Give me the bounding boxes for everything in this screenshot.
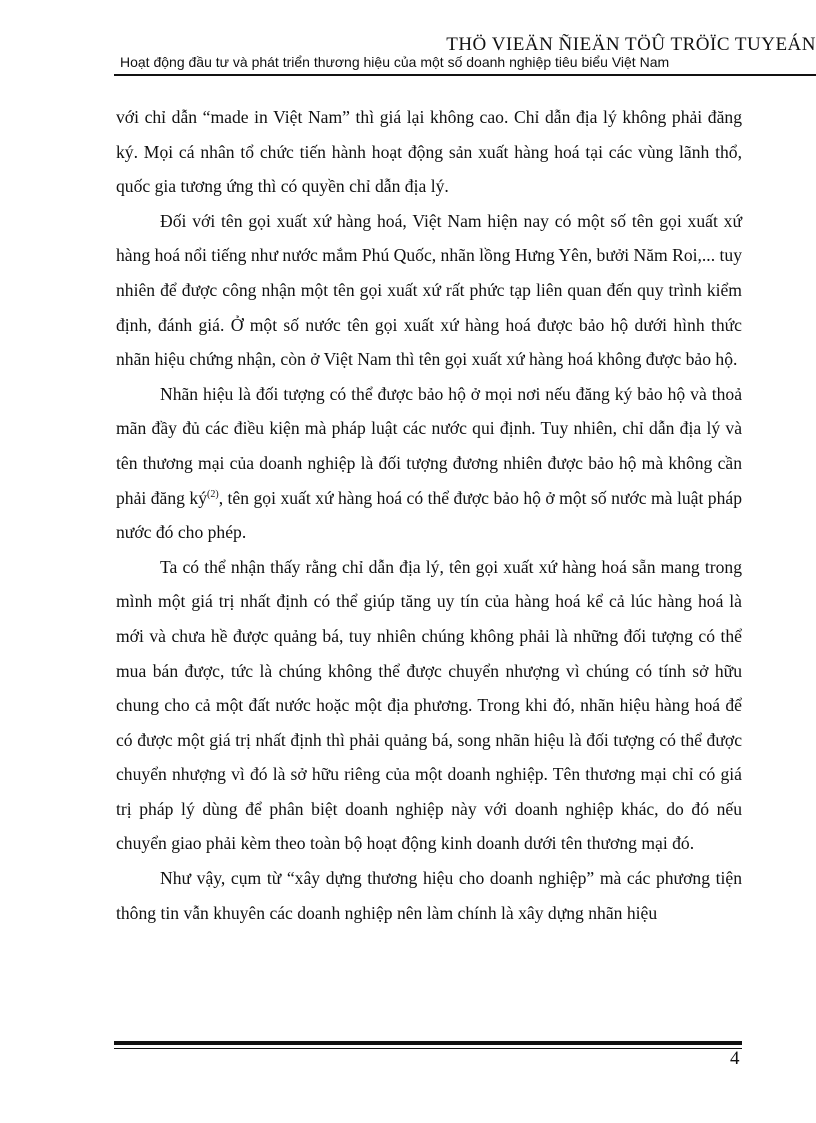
- footer-rule-thin: [114, 1048, 742, 1049]
- footnote-reference: (2): [207, 488, 219, 500]
- paragraph-4: Ta có thể nhận thấy rằng chỉ dẫn địa lý, tên gọi xuất xứ hàng hoá sẵn mang trong mình một giá trị nhất định có thể giúp tăng uy tín của hàng hoá kể cả lúc hàng hoá là mới và chưa hề được quảng bá, tuy nhiên chúng không phải là những đối tượng có thể mua bán được, tức là chúng không thể được chuyển nhượng vì chúng có tính sở hữu chung cho cả một đất nước hoặc một địa phương. Trong khi đó, nhãn hiệu hàng hoá để có được một giá trị nhất định thì phải quảng bá, song nhãn hiệu là đối tượng có thể được chuyển nhượng vì đó là sở hữu riêng của một doanh nghiệp. Tên thương mại chỉ có giá trị pháp lý dùng để phân biệt doanh nghiệp này với doanh nghiệp khác, do đó nếu chuyển giao phải kèm theo toàn bộ hoạt động kinh doanh dưới tên thương mại đó.: [116, 556, 742, 854]
- paragraph-3: [116, 377, 742, 550]
- paragraph-2: Đối với tên gọi xuất xứ hàng hoá, Việt Nam hiện nay có một số tên gọi xuất xứ hàng hoá nổi tiếng như nước mắm Phú Quốc, nhãn lồng Hưng Yên, bưởi Năm Roi,... tuy nhiên để được công nhận một tên gọi xuất xứ rất phức tạp liên quan đến quy trình kiểm định, đánh giá. Ở một số nước tên gọi xuất xứ hàng hoá được bảo hộ dưới hình thức nhãn hiệu chứng nhận, còn ở Việt Nam thì tên gọi xuất xứ hàng hoá không được bảo hộ.: [116, 210, 742, 370]
- paragraph-1: với chỉ dẫn “made in Việt Nam” thì giá lại không cao. Chỉ dẫn địa lý không phải đăng ký. Mọi cá nhân tổ chức tiến hành hoạt động sản xuất hàng hoá tại các vùng lãnh thổ, quốc gia tương ứng thì có quyền chỉ dẫn địa lý.: [116, 107, 742, 197]
- body-text: [116, 100, 742, 930]
- running-header: Hoạt động đầu tư và phát triển thương hiệu của một số doanh nghiệp tiêu biểu Việt Nam: [120, 54, 670, 70]
- page-number: 4: [730, 1048, 740, 1069]
- paragraph-5: Như vậy, cụm từ “xây dựng thương hiệu cho doanh nghiệp” mà các phương tiện thông tin vẫn khuyên các doanh nghiệp nên làm chính là xây dựng nhãn hiệu: [116, 868, 742, 923]
- paragraph-3-part-1: Nhãn hiệu là đối tượng có thể được bảo hộ ở mọi nơi nếu đăng ký bảo hộ và thoả mãn đầy đủ các điều kiện mà pháp luật các nước qui định. Tuy nhiên, chỉ dẫn địa lý và tên thương mại của doanh nghiệp là đối tượng đương nhiên được bảo hộ mà không cần phải đăng ký: [116, 383, 742, 508]
- footer-rule-thick: [114, 1041, 742, 1045]
- paragraph-3-part-2: , tên gọi xuất xứ hàng hoá có thể được bảo hộ ở một số nước mà luật pháp nước đó cho phép.: [116, 487, 742, 543]
- library-watermark: THÖ VIEÄN ÑIEÄN TÖÛ TRÖÏC TUYEÁN: [446, 34, 816, 55]
- header-rule: [114, 74, 816, 76]
